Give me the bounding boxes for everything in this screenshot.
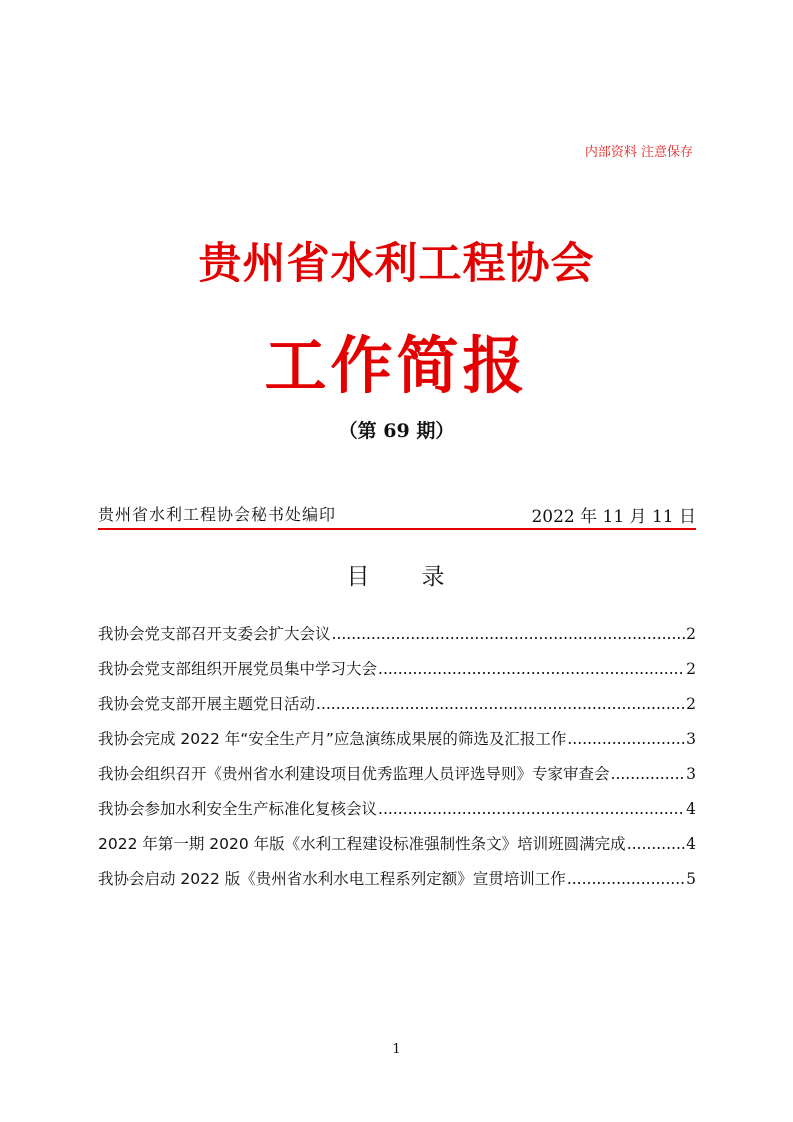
toc-entry-title: 我协会启动 2022 版《贵州省水利水电工程系列定额》宣贯培训工作 (98, 870, 566, 888)
toc-entry-page: 2 (686, 695, 696, 713)
toc-entry-page: 4 (686, 835, 696, 853)
editor-line: 贵州省水利工程协会秘书处编印 (98, 505, 337, 524)
toc-leader-dots (378, 660, 685, 678)
confidential-notice: 内部资料 注意保存 (584, 145, 693, 160)
toc-leader-dots (332, 625, 686, 643)
toc-entry-title: 我协会党支部召开支委会扩大会议 (98, 625, 331, 643)
toc-entry[interactable] (98, 867, 696, 902)
toc-leader-dots (627, 835, 685, 853)
toc-entry[interactable] (98, 797, 696, 832)
toc-entry-page: 2 (686, 625, 696, 643)
page-number: 1 (392, 1042, 401, 1057)
issue-number: （第 69 期） (338, 420, 455, 442)
toc-entry-title: 我协会组织召开《贵州省水利建设项目优秀监理人员评选导则》专家审查会 (98, 765, 610, 783)
toc-entry-title: 我协会完成 2022 年“安全生产月”应急演练成果展的筛选及汇报工作 (98, 730, 567, 748)
toc-entry-page: 5 (686, 870, 696, 888)
toc-entry-title: 我协会参加水利安全生产标准化复核会议 (98, 800, 378, 818)
toc-heading: 目 录 (346, 564, 447, 590)
toc-entry-title: 2022 年第一期 2020 年版《水利工程建设标准强制性条文》培训班圆满完成 (98, 835, 626, 853)
toc-entry-title: 我协会党支部开展主题党日活动 (98, 695, 316, 713)
toc-entry[interactable] (98, 727, 696, 762)
toc-entry[interactable] (98, 657, 696, 692)
masthead (98, 502, 696, 526)
organization-title: 贵州省水利工程协会 (198, 239, 595, 289)
toc-entry-page: 3 (686, 730, 696, 748)
red-divider (98, 528, 696, 530)
toc-leader-dots (567, 730, 685, 748)
publish-date: 2022 年 11 月 11 日 (531, 507, 696, 527)
toc-entry[interactable] (98, 832, 696, 867)
toc-entry[interactable] (98, 622, 696, 657)
toc-entry[interactable] (98, 762, 696, 797)
toc-entry-page: 3 (686, 765, 696, 783)
toc-entry[interactable] (98, 692, 696, 727)
bulletin-title: 工作简报 (264, 329, 529, 402)
toc-leader-dots (378, 800, 685, 818)
toc-leader-dots (567, 870, 685, 888)
table-of-contents (98, 622, 696, 902)
toc-entry-page: 4 (686, 800, 696, 818)
toc-entry-page: 2 (686, 660, 696, 678)
toc-leader-dots (611, 765, 686, 783)
toc-entry-title: 我协会党支部组织开展党员集中学习大会 (98, 660, 378, 678)
toc-leader-dots (316, 695, 685, 713)
